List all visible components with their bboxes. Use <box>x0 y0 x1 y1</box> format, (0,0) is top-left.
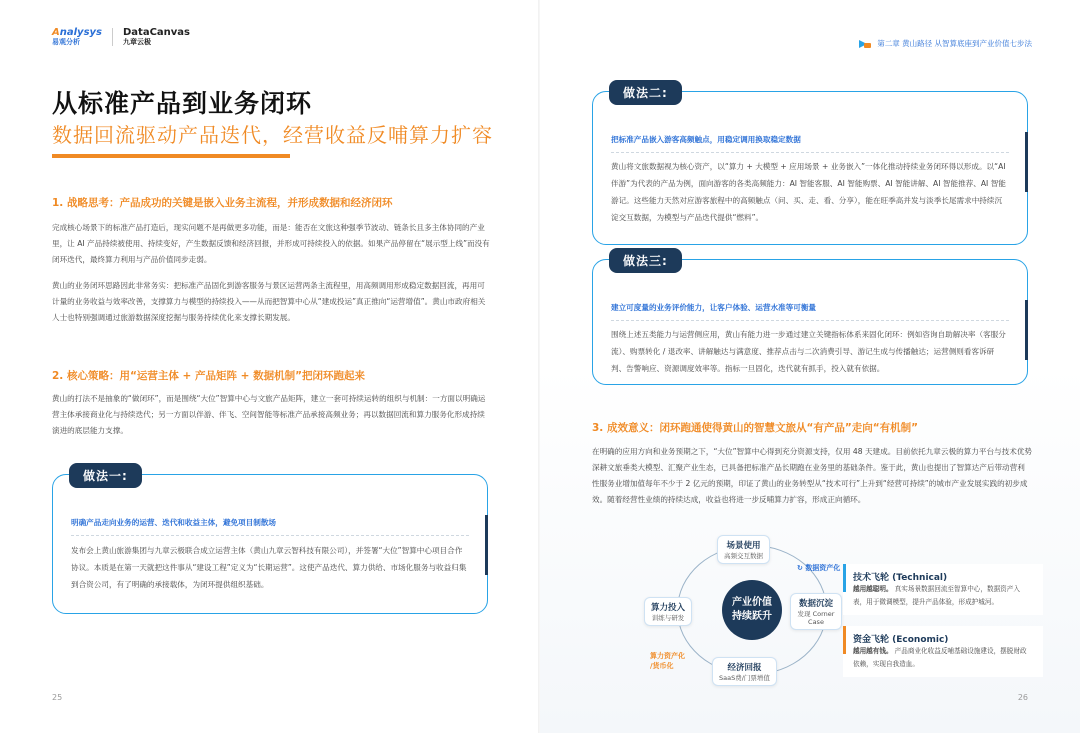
method-2-divider <box>611 152 1009 153</box>
tech-flywheel <box>843 564 1043 615</box>
node-compute-input <box>644 597 692 626</box>
label-compute-asset-text: 算力资产化 /货币化 <box>650 652 685 670</box>
section-3-paragraph-1: 在明确的应用方向和业务预期之下，“大位”智算中心得到充分资源支持，仅用 48 天建成。目前依托九章云极的算力平台与技术优势深耕文旅垂类大模型、汇聚产业生态，已具备把标准产品长期跑在业务里的基础条件。鉴于此，黄山也提出了智算达产后带动营利性服务业增加值每年不少于 2 亿元的预期，印证了黄山的业务转型从“技术可行”上升到“经营可持续”的城市产业发展实践的初步成效。随着经营性业绩的持续达成，收益也将进一步反哺算力扩容，形成正向循环。 <box>592 447 1033 504</box>
label-compute-asset <box>650 643 685 671</box>
section-1-title: 1. 战略思考：产品成功的关键是嵌入业务主流程，并形成数据和经济闭环 <box>52 197 393 209</box>
node-data-deposit-sub: 发现 Corner Case <box>797 610 835 626</box>
node-compute-input-title: 算力投入 <box>651 603 686 613</box>
method-3-card <box>592 254 1028 385</box>
tech-flywheel-desc <box>853 583 1033 609</box>
right-page <box>540 0 1080 733</box>
chapter-header-text: 第二章 黄山路径 从智算底座到产业价值七步法 <box>877 39 1032 48</box>
method-1-heading: 明确产品走向业务的运营、迭代和收益主体，避免项目制散场 <box>71 518 277 527</box>
node-economic-return <box>712 657 777 686</box>
datacanvas-logo-text: DataCanvas <box>123 27 191 39</box>
analysys-logo-text: nalysys <box>59 27 102 39</box>
tech-flywheel-desc-bold: 越用越聪明。 <box>853 585 893 593</box>
econ-flywheel-desc-text: 产品商业化收益反哺基础设施建设，摆脱财政依赖，实现自我造血。 <box>853 647 1027 668</box>
econ-flywheel <box>843 626 1043 677</box>
logo-divider <box>112 28 113 46</box>
refresh-icon: ↻ <box>797 564 806 572</box>
section-1-paragraph-1: 完成核心场景下的标准产品打造后，现实问题不是再做更多功能，而是：能否在文旅这种强季节波动、链条长且多主体协同的产业里，让 AI 产品持续被使用、持续变好，产生数据反馈和经济回报，并形成可持续投入的依据。如果产品停留在“展示型上线”而没有闭环迭代，最终算力利用与产品价值同步走弱。 <box>52 223 490 264</box>
section-2-paragraph-1: 黄山的打法不是抽象的“做闭环”，而是围绕“大位”智算中心与文旅产品矩阵，建立一套可持续运转的组织与机制：一方面以明确运营主体承接商业化与持续迭代；另一方面以伴游、伴飞、空间智能等标准产品承接高频业务；再以数据回流和算力服务化形成持续演进的底层能力支撑。 <box>52 394 486 435</box>
tech-flywheel-title: 技术飞轮 (Technical) <box>853 573 948 583</box>
section-2-title: 2. 核心策略：用“运营主体 + 产品矩阵 + 数据机制”把闭环跑起来 <box>52 370 365 382</box>
node-economic-return-sub: SaaS费/门票增值 <box>719 674 770 682</box>
cycle-center <box>722 580 782 640</box>
method-1-edge-accent <box>485 515 488 575</box>
method-3-divider <box>611 320 1009 321</box>
analysys-logo: Analysys 易观分析 <box>52 27 102 46</box>
node-scene-usage-sub: 高频交互数据 <box>724 552 763 560</box>
method-2-edge-accent <box>1025 132 1028 192</box>
page-title: 从标准产品到业务闭环 <box>52 89 313 118</box>
tech-flywheel-accent <box>843 564 846 592</box>
method-3-body: 围绕上述五类能力与运营侧应用，黄山有能力进一步通过建立关键指标体系来固化闭环：例如咨询自助解决率（客服分流）、购票转化 / 退改率、讲解触达与满意度、推荐点击与二次消费引导、游记生成与传播触达；运营侧则看客诉研判、告警响应、资源调度效率等。指标一旦固化，迭代就有抓手，投入就有依据。 <box>611 330 1006 373</box>
cycle-center-line-2: 持续跃升 <box>732 611 772 622</box>
datacanvas-logo <box>123 28 190 46</box>
method-3-tab: 做法三: <box>609 248 682 273</box>
analysys-logo-sub: 易观分析 <box>52 37 80 46</box>
value-cycle-diagram <box>592 535 842 695</box>
method-3-heading: 建立可度量的业务评价能力，让客户体验、运营水准等可衡量 <box>611 303 817 312</box>
econ-flywheel-desc-bold: 越用越有钱。 <box>853 647 893 655</box>
econ-flywheel-title: 资金飞轮 (Economic) <box>853 635 949 645</box>
page-number-left: 25 <box>52 693 63 702</box>
node-data-deposit-title: 数据沉淀 <box>798 599 833 609</box>
page-subtitle: 数据回流驱动产品迭代，经营收益反哺算力扩容 <box>52 123 493 147</box>
page-number-right: 26 <box>1017 693 1028 702</box>
method-2-body: 黄山将文旅数据视为核心资产，以“算力 + 大模型 + 应用场景 + 业务嵌入”一体化推动持续业务闭环得以形成。以“AI 伴游”为代表的产品为例，面向游客的各类高频能力：AI 智能客服、AI 智能购票、AI 智能讲解、AI 智能推荐、AI 智能游记。这些能力天然对应游客旅程中的高频触点（问、买、走、看、分享），能在旺季高并发与淡季长尾需求中持续沉淀交互数据，为模型与产品迭代提供“燃料”。 <box>611 162 1006 222</box>
node-economic-return-title: 经济回报 <box>727 663 762 673</box>
section-1-paragraph-2: 黄山的业务闭环思路因此非常务实：把标准产品固化到游客服务与景区运营两条主流程里，用高频调用形成稳定数据回流，再用可计量的业务收益与效率改善，支撑算力与模型的持续投入——从而把智算中心从“建成投运”真正推向“运营增值”。黄山市政府相关人士也特别强调通过旅游数据深度挖掘与服务持续优化来支撑长期发展。 <box>52 281 486 322</box>
method-1-card <box>52 469 488 614</box>
node-data-deposit <box>790 593 842 630</box>
method-1-body: 发布会上黄山旅游集团与九章云极联合成立运营主体（黄山九章云智科技有限公司），并签署“大位”智算中心项目合作协议。本质是在第一天就把这件事从“建设工程”定义为“长期运营”。这使产品迭代、算力供给、市场化服务与收益归集到合资公司，有了明确的承接载体，为闭环提供组织基础。 <box>71 546 467 589</box>
method-3-edge-accent <box>1025 300 1028 360</box>
econ-flywheel-desc <box>853 645 1033 671</box>
method-1-tab: 做法一: <box>69 463 142 488</box>
tech-flywheel-desc-text: 真实场景数据回流至智算中心，数据资产入表，用于微调模型，提升产品体验，形成护城河。 <box>853 585 1020 606</box>
node-scene-usage <box>717 535 770 564</box>
datacanvas-logo-sub: 九章云极 <box>123 37 151 46</box>
method-2-card <box>592 86 1028 245</box>
cycle-center-line-1: 产业价值 <box>732 597 772 608</box>
node-compute-input-sub: 训练与研发 <box>651 614 685 622</box>
label-data-asset-text: 数据资产化 <box>805 564 841 572</box>
label-data-asset <box>797 563 840 573</box>
chapter-mark-icon <box>859 39 871 49</box>
brand-logos <box>52 28 190 46</box>
method-2-heading: 把标准产品嵌入游客高频触点，用稳定调用换取稳定数据 <box>611 135 801 144</box>
chapter-header <box>859 38 1032 49</box>
title-underline <box>52 154 290 158</box>
node-scene-usage-title: 场景使用 <box>726 541 761 551</box>
econ-flywheel-accent <box>843 626 846 654</box>
method-1-divider <box>71 535 469 536</box>
method-2-tab: 做法二: <box>609 80 682 105</box>
section-3-title: 3. 成效意义：闭环跑通使得黄山的智慧文旅从“有产品”走向“有机制” <box>592 422 919 434</box>
